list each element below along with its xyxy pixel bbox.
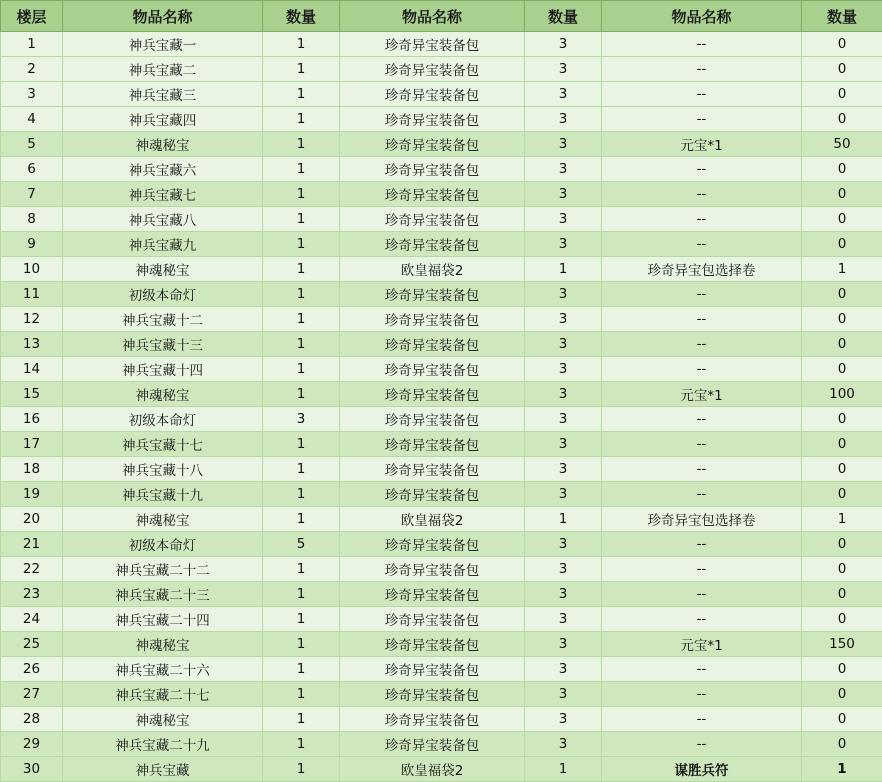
table-row bbox=[1, 382, 882, 407]
table-row bbox=[1, 482, 882, 507]
cell-qty-3: 50 bbox=[802, 132, 882, 157]
cell-item-2: 珍奇异宝装备包 bbox=[340, 707, 525, 732]
cell-item-3: -- bbox=[602, 557, 802, 582]
table-body bbox=[1, 32, 882, 782]
cell-floor: 6 bbox=[1, 157, 63, 182]
cell-item-2: 珍奇异宝装备包 bbox=[340, 532, 525, 557]
cell-item-3: -- bbox=[602, 532, 802, 557]
cell-item-2: 珍奇异宝装备包 bbox=[340, 57, 525, 82]
cell-floor: 4 bbox=[1, 107, 63, 132]
table-row bbox=[1, 507, 882, 532]
cell-qty-1: 1 bbox=[263, 32, 340, 57]
cell-qty-1: 1 bbox=[263, 82, 340, 107]
cell-item-1: 神兵宝藏十七 bbox=[63, 432, 263, 457]
cell-item-3: -- bbox=[602, 607, 802, 632]
cell-qty-1: 1 bbox=[263, 632, 340, 657]
cell-qty-2: 3 bbox=[525, 682, 602, 707]
cell-item-3: -- bbox=[602, 182, 802, 207]
column-header-qty-2: 数量 bbox=[525, 1, 602, 32]
cell-qty-3: 1 bbox=[802, 257, 882, 282]
cell-qty-1: 1 bbox=[263, 482, 340, 507]
cell-item-1: 神兵宝藏一 bbox=[63, 32, 263, 57]
table-row bbox=[1, 157, 882, 182]
cell-item-3: -- bbox=[602, 457, 802, 482]
cell-qty-2: 1 bbox=[525, 757, 602, 782]
cell-floor: 21 bbox=[1, 532, 63, 557]
cell-item-3: -- bbox=[602, 357, 802, 382]
cell-item-1: 神兵宝藏三 bbox=[63, 82, 263, 107]
cell-item-3: -- bbox=[602, 57, 802, 82]
cell-item-1: 初级本命灯 bbox=[63, 407, 263, 432]
cell-qty-2: 3 bbox=[525, 132, 602, 157]
cell-qty-3: 0 bbox=[802, 407, 882, 432]
cell-floor: 19 bbox=[1, 482, 63, 507]
cell-item-1: 神兵宝藏十二 bbox=[63, 307, 263, 332]
cell-qty-2: 3 bbox=[525, 457, 602, 482]
cell-item-2: 欧皇福袋2 bbox=[340, 257, 525, 282]
cell-qty-2: 3 bbox=[525, 532, 602, 557]
cell-item-3: -- bbox=[602, 432, 802, 457]
column-header-floor: 楼层 bbox=[1, 1, 63, 32]
cell-floor: 27 bbox=[1, 682, 63, 707]
cell-qty-2: 3 bbox=[525, 582, 602, 607]
cell-item-3: -- bbox=[602, 307, 802, 332]
cell-qty-1: 1 bbox=[263, 682, 340, 707]
cell-item-2: 珍奇异宝装备包 bbox=[340, 182, 525, 207]
table-row bbox=[1, 432, 882, 457]
cell-qty-1: 1 bbox=[263, 582, 340, 607]
cell-qty-2: 3 bbox=[525, 607, 602, 632]
cell-item-1: 神兵宝藏十八 bbox=[63, 457, 263, 482]
cell-floor: 5 bbox=[1, 132, 63, 157]
cell-item-1: 神兵宝藏二 bbox=[63, 57, 263, 82]
table-row bbox=[1, 257, 882, 282]
cell-qty-2: 3 bbox=[525, 357, 602, 382]
cell-item-1: 神兵宝藏二十二 bbox=[63, 557, 263, 582]
cell-qty-3: 0 bbox=[802, 557, 882, 582]
cell-qty-1: 1 bbox=[263, 157, 340, 182]
cell-item-2: 珍奇异宝装备包 bbox=[340, 482, 525, 507]
cell-qty-3: 0 bbox=[802, 82, 882, 107]
cell-floor: 3 bbox=[1, 82, 63, 107]
table-row bbox=[1, 707, 882, 732]
cell-item-3: 元宝*1 bbox=[602, 632, 802, 657]
cell-item-2: 珍奇异宝装备包 bbox=[340, 732, 525, 757]
cell-floor: 18 bbox=[1, 457, 63, 482]
cell-item-1: 神兵宝藏九 bbox=[63, 232, 263, 257]
cell-item-2: 珍奇异宝装备包 bbox=[340, 107, 525, 132]
cell-item-1: 神兵宝藏二十三 bbox=[63, 582, 263, 607]
cell-item-1: 神兵宝藏八 bbox=[63, 207, 263, 232]
cell-item-3: -- bbox=[602, 482, 802, 507]
cell-qty-1: 1 bbox=[263, 557, 340, 582]
cell-floor: 17 bbox=[1, 432, 63, 457]
cell-qty-1: 1 bbox=[263, 707, 340, 732]
cell-item-2: 珍奇异宝装备包 bbox=[340, 132, 525, 157]
cell-item-2: 欧皇福袋2 bbox=[340, 507, 525, 532]
cell-floor: 22 bbox=[1, 557, 63, 582]
cell-qty-2: 3 bbox=[525, 182, 602, 207]
cell-item-3: -- bbox=[602, 682, 802, 707]
table-row bbox=[1, 557, 882, 582]
cell-item-2: 珍奇异宝装备包 bbox=[340, 582, 525, 607]
cell-qty-1: 1 bbox=[263, 732, 340, 757]
cell-qty-2: 3 bbox=[525, 632, 602, 657]
cell-qty-2: 3 bbox=[525, 232, 602, 257]
cell-item-2: 珍奇异宝装备包 bbox=[340, 282, 525, 307]
cell-qty-3: 0 bbox=[802, 57, 882, 82]
cell-qty-3: 0 bbox=[802, 457, 882, 482]
cell-item-1: 神兵宝藏十三 bbox=[63, 332, 263, 357]
cell-floor: 20 bbox=[1, 507, 63, 532]
table-header-row bbox=[1, 1, 882, 32]
cell-qty-2: 3 bbox=[525, 432, 602, 457]
cell-qty-2: 3 bbox=[525, 57, 602, 82]
cell-item-3: -- bbox=[602, 32, 802, 57]
table-row bbox=[1, 232, 882, 257]
cell-floor: 7 bbox=[1, 182, 63, 207]
cell-floor: 16 bbox=[1, 407, 63, 432]
table-row bbox=[1, 757, 882, 782]
cell-qty-1: 1 bbox=[263, 382, 340, 407]
cell-qty-1: 1 bbox=[263, 207, 340, 232]
cell-floor: 8 bbox=[1, 207, 63, 232]
cell-item-3: 元宝*1 bbox=[602, 132, 802, 157]
cell-floor: 29 bbox=[1, 732, 63, 757]
cell-item-3: -- bbox=[602, 732, 802, 757]
table-row bbox=[1, 307, 882, 332]
table-row bbox=[1, 607, 882, 632]
cell-floor: 15 bbox=[1, 382, 63, 407]
cell-item-1: 初级本命灯 bbox=[63, 532, 263, 557]
cell-qty-1: 1 bbox=[263, 132, 340, 157]
table-row bbox=[1, 132, 882, 157]
cell-item-1: 神兵宝藏二十四 bbox=[63, 607, 263, 632]
cell-floor: 9 bbox=[1, 232, 63, 257]
cell-qty-1: 1 bbox=[263, 282, 340, 307]
cell-qty-2: 3 bbox=[525, 82, 602, 107]
cell-qty-3: 0 bbox=[802, 182, 882, 207]
cell-item-1: 神兵宝藏七 bbox=[63, 182, 263, 207]
cell-item-1: 神兵宝藏 bbox=[63, 757, 263, 782]
cell-item-3: 元宝*1 bbox=[602, 382, 802, 407]
cell-floor: 14 bbox=[1, 357, 63, 382]
cell-item-2: 珍奇异宝装备包 bbox=[340, 407, 525, 432]
table-row bbox=[1, 282, 882, 307]
cell-item-3: -- bbox=[602, 157, 802, 182]
column-header-item-3: 物品名称 bbox=[602, 1, 802, 32]
cell-floor: 26 bbox=[1, 657, 63, 682]
cell-qty-1: 1 bbox=[263, 57, 340, 82]
cell-qty-2: 3 bbox=[525, 557, 602, 582]
cell-qty-3: 0 bbox=[802, 157, 882, 182]
cell-item-3: -- bbox=[602, 332, 802, 357]
cell-qty-3: 0 bbox=[802, 482, 882, 507]
cell-qty-2: 3 bbox=[525, 32, 602, 57]
table-row bbox=[1, 332, 882, 357]
table-row bbox=[1, 32, 882, 57]
cell-qty-3: 0 bbox=[802, 357, 882, 382]
cell-qty-1: 1 bbox=[263, 507, 340, 532]
cell-qty-3: 0 bbox=[802, 732, 882, 757]
cell-item-2: 珍奇异宝装备包 bbox=[340, 557, 525, 582]
cell-item-1: 神魂秘宝 bbox=[63, 632, 263, 657]
cell-qty-3: 0 bbox=[802, 232, 882, 257]
cell-item-2: 珍奇异宝装备包 bbox=[340, 357, 525, 382]
cell-item-1: 神魂秘宝 bbox=[63, 257, 263, 282]
cell-item-1: 神魂秘宝 bbox=[63, 707, 263, 732]
cell-qty-3: 0 bbox=[802, 707, 882, 732]
cell-item-3: -- bbox=[602, 582, 802, 607]
cell-item-3: -- bbox=[602, 407, 802, 432]
cell-qty-3: 150 bbox=[802, 632, 882, 657]
cell-qty-2: 3 bbox=[525, 157, 602, 182]
table-row bbox=[1, 632, 882, 657]
cell-qty-3: 0 bbox=[802, 282, 882, 307]
cell-item-1: 神兵宝藏二十七 bbox=[63, 682, 263, 707]
cell-qty-2: 3 bbox=[525, 207, 602, 232]
cell-item-2: 珍奇异宝装备包 bbox=[340, 332, 525, 357]
cell-qty-3: 0 bbox=[802, 432, 882, 457]
table-row bbox=[1, 457, 882, 482]
cell-floor: 24 bbox=[1, 607, 63, 632]
cell-item-1: 神兵宝藏四 bbox=[63, 107, 263, 132]
cell-item-1: 神兵宝藏六 bbox=[63, 157, 263, 182]
cell-item-2: 珍奇异宝装备包 bbox=[340, 157, 525, 182]
column-header-qty-3: 数量 bbox=[802, 1, 882, 32]
cell-qty-1: 1 bbox=[263, 107, 340, 132]
cell-floor: 12 bbox=[1, 307, 63, 332]
cell-item-2: 珍奇异宝装备包 bbox=[340, 207, 525, 232]
cell-item-3: -- bbox=[602, 207, 802, 232]
cell-qty-3: 0 bbox=[802, 332, 882, 357]
cell-qty-1: 1 bbox=[263, 432, 340, 457]
cell-qty-1: 1 bbox=[263, 457, 340, 482]
table-row bbox=[1, 732, 882, 757]
cell-qty-1: 3 bbox=[263, 407, 340, 432]
cell-floor: 13 bbox=[1, 332, 63, 357]
cell-qty-3: 0 bbox=[802, 307, 882, 332]
cell-floor: 30 bbox=[1, 757, 63, 782]
table-row bbox=[1, 532, 882, 557]
cell-item-2: 欧皇福袋2 bbox=[340, 757, 525, 782]
cell-item-1: 神兵宝藏二十九 bbox=[63, 732, 263, 757]
table-row bbox=[1, 182, 882, 207]
cell-qty-3: 100 bbox=[802, 382, 882, 407]
table-row bbox=[1, 107, 882, 132]
cell-item-3: -- bbox=[602, 707, 802, 732]
cell-floor: 10 bbox=[1, 257, 63, 282]
table-row bbox=[1, 407, 882, 432]
column-header-item-1: 物品名称 bbox=[63, 1, 263, 32]
table-row bbox=[1, 57, 882, 82]
cell-qty-2: 3 bbox=[525, 407, 602, 432]
cell-item-1: 神魂秘宝 bbox=[63, 132, 263, 157]
cell-qty-1: 1 bbox=[263, 182, 340, 207]
cell-floor: 28 bbox=[1, 707, 63, 732]
cell-qty-2: 3 bbox=[525, 657, 602, 682]
cell-qty-2: 3 bbox=[525, 282, 602, 307]
cell-qty-1: 1 bbox=[263, 657, 340, 682]
cell-qty-2: 3 bbox=[525, 707, 602, 732]
cell-floor: 11 bbox=[1, 282, 63, 307]
cell-qty-3: 0 bbox=[802, 582, 882, 607]
cell-item-2: 珍奇异宝装备包 bbox=[340, 457, 525, 482]
cell-qty-3: 1 bbox=[802, 507, 882, 532]
cell-qty-1: 1 bbox=[263, 232, 340, 257]
cell-item-2: 珍奇异宝装备包 bbox=[340, 32, 525, 57]
cell-item-2: 珍奇异宝装备包 bbox=[340, 682, 525, 707]
cell-item-3: -- bbox=[602, 657, 802, 682]
cell-qty-3: 1 bbox=[802, 757, 882, 782]
table-row bbox=[1, 207, 882, 232]
cell-qty-2: 3 bbox=[525, 732, 602, 757]
cell-qty-3: 0 bbox=[802, 657, 882, 682]
cell-item-1: 神魂秘宝 bbox=[63, 507, 263, 532]
cell-item-3: -- bbox=[602, 282, 802, 307]
table-row bbox=[1, 682, 882, 707]
cell-floor: 1 bbox=[1, 32, 63, 57]
cell-item-3: -- bbox=[602, 232, 802, 257]
cell-qty-3: 0 bbox=[802, 207, 882, 232]
cell-item-3: 珍奇异宝包选择卷 bbox=[602, 257, 802, 282]
cell-qty-3: 0 bbox=[802, 682, 882, 707]
cell-item-3: 珍奇异宝包选择卷 bbox=[602, 507, 802, 532]
cell-item-2: 珍奇异宝装备包 bbox=[340, 82, 525, 107]
table-row bbox=[1, 357, 882, 382]
cell-qty-1: 1 bbox=[263, 307, 340, 332]
cell-floor: 2 bbox=[1, 57, 63, 82]
cell-qty-1: 1 bbox=[263, 357, 340, 382]
cell-item-3: 谋胜兵符 bbox=[602, 757, 802, 782]
cell-qty-1: 1 bbox=[263, 332, 340, 357]
cell-qty-2: 3 bbox=[525, 107, 602, 132]
cell-qty-1: 1 bbox=[263, 257, 340, 282]
cell-qty-1: 1 bbox=[263, 607, 340, 632]
cell-qty-3: 0 bbox=[802, 532, 882, 557]
cell-qty-2: 1 bbox=[525, 257, 602, 282]
cell-qty-1: 5 bbox=[263, 532, 340, 557]
cell-floor: 25 bbox=[1, 632, 63, 657]
cell-qty-2: 1 bbox=[525, 507, 602, 532]
cell-qty-1: 1 bbox=[263, 757, 340, 782]
column-header-item-2: 物品名称 bbox=[340, 1, 525, 32]
cell-qty-3: 0 bbox=[802, 107, 882, 132]
cell-qty-3: 0 bbox=[802, 607, 882, 632]
cell-item-2: 珍奇异宝装备包 bbox=[340, 632, 525, 657]
cell-item-1: 神魂秘宝 bbox=[63, 382, 263, 407]
cell-item-2: 珍奇异宝装备包 bbox=[340, 657, 525, 682]
cell-item-2: 珍奇异宝装备包 bbox=[340, 307, 525, 332]
cell-qty-2: 3 bbox=[525, 307, 602, 332]
cell-floor: 23 bbox=[1, 582, 63, 607]
cell-item-2: 珍奇异宝装备包 bbox=[340, 382, 525, 407]
cell-item-1: 神兵宝藏二十六 bbox=[63, 657, 263, 682]
cell-qty-2: 3 bbox=[525, 382, 602, 407]
cell-item-2: 珍奇异宝装备包 bbox=[340, 232, 525, 257]
cell-item-1: 初级本命灯 bbox=[63, 282, 263, 307]
cell-item-3: -- bbox=[602, 107, 802, 132]
table-row bbox=[1, 657, 882, 682]
cell-qty-3: 0 bbox=[802, 32, 882, 57]
table-row bbox=[1, 82, 882, 107]
cell-item-2: 珍奇异宝装备包 bbox=[340, 432, 525, 457]
cell-item-2: 珍奇异宝装备包 bbox=[340, 607, 525, 632]
cell-item-1: 神兵宝藏十四 bbox=[63, 357, 263, 382]
cell-item-1: 神兵宝藏十九 bbox=[63, 482, 263, 507]
cell-item-3: -- bbox=[602, 82, 802, 107]
table-row bbox=[1, 582, 882, 607]
cell-qty-2: 3 bbox=[525, 482, 602, 507]
cell-qty-2: 3 bbox=[525, 332, 602, 357]
column-header-qty-1: 数量 bbox=[263, 1, 340, 32]
